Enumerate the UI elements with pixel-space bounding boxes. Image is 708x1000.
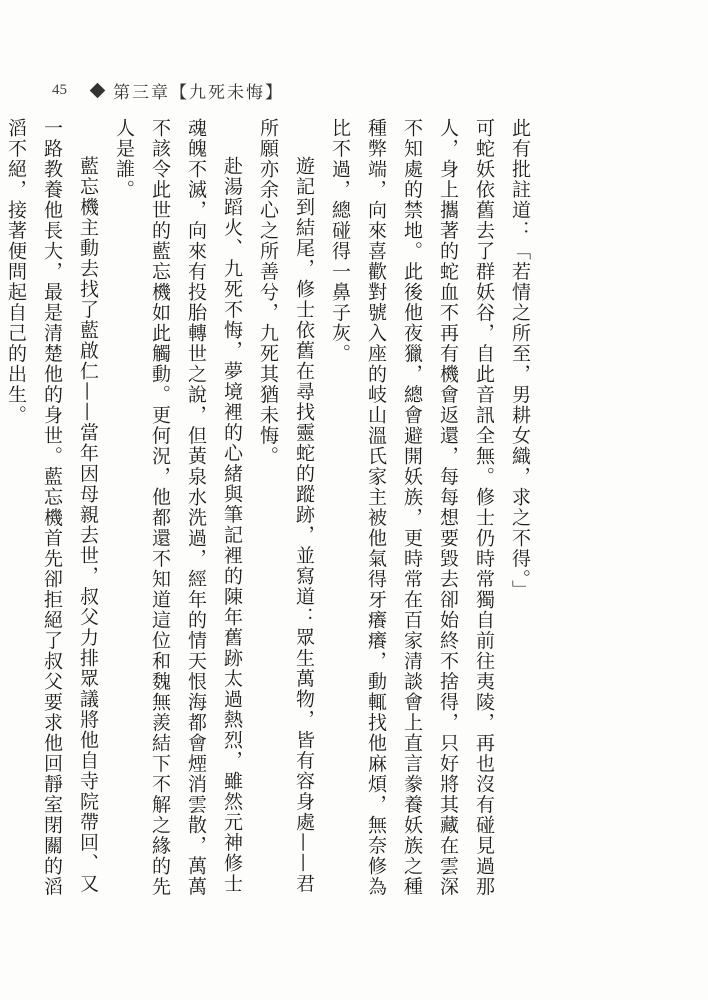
paragraph: 可蛇妖依舊去了群妖谷，自此音訊全無。修士仍時常獨自前往夷陵，再也沒有碰見過那人，身上攜著的蛇血不再有機會返還，每每想要毀去卻始終不捨得，只好將其藏在雲深不知處的禁地。此後他夜獵，總會避開妖族，更時常在百家清談會上直言豢養妖族之種種弊端，向來喜歡對號入座的岐山溫氏家主被他氣得牙癢癢，動輒找他麻煩，無奈修為比不過，總碰得一鼻子灰。 [329, 118, 495, 897]
page-number: 45 [52, 82, 67, 98]
paragraph: 遊記到結尾，修士依舊在尋找靈蛇的蹤跡，並寫道：眾生萬物，皆有容身處——君所願亦余心之所善兮，九死其猶未悔。 [257, 118, 315, 894]
paragraph: 藍忘機主動去找了藍啟仁——當年因母親去世，叔父力排眾議將他自寺院帶回、又一路教養他長大，最是清楚他的身世。藍忘機首先卻拒絕了叔父要求他回靜室閉關的滔滔不絕，接著便問起自己的出生。 [5, 118, 99, 897]
chapter-title: 第三章【九死未悔】 [113, 83, 284, 103]
paragraph: 此有批註道：「若情之所至，男耕女織，求之不得。」 [509, 118, 531, 601]
paragraph: 赴湯蹈火、九死不悔，夢境裡的心緒與筆記裡的陳年舊跡太過熱烈，雖然元神修士魂魄不滅，向來有投胎轉世之說，但黃泉水洗過，經年的情天恨海都會煙消雲散，萬萬不該令此世的藍忘機如此觸動。更何況，他都還不知道這位和魏無羨結下不解之緣的先人是誰。 [113, 118, 243, 897]
diamond-bullet-icon [90, 83, 106, 99]
page-header [52, 78, 284, 103]
body-text [5, 118, 538, 898]
